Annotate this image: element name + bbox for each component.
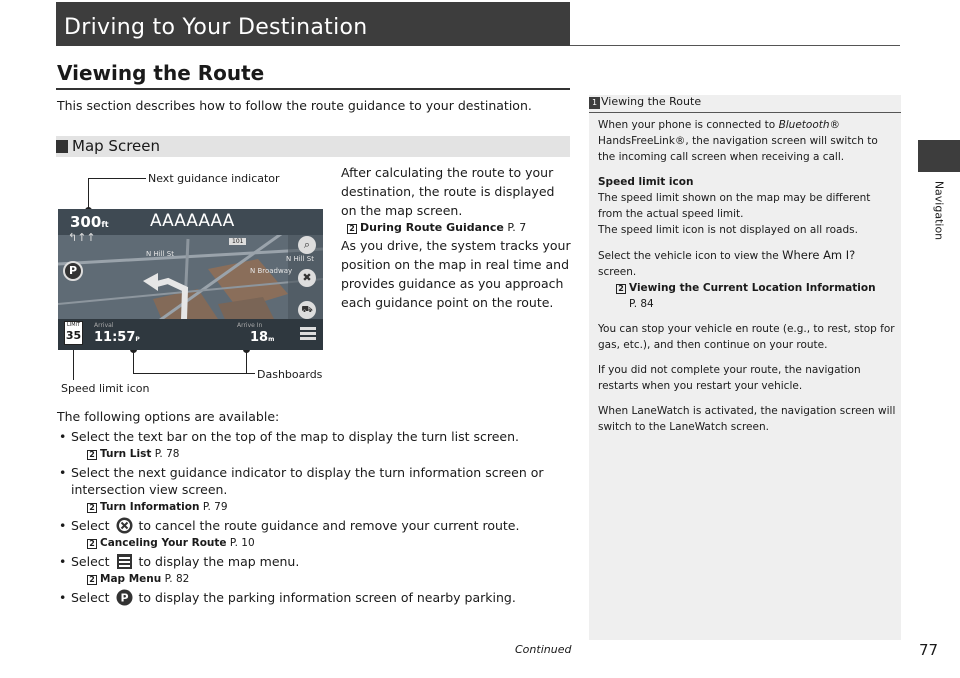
arrive-in-label: Arrive In <box>237 322 263 329</box>
note-number-badge: 1 <box>589 97 600 109</box>
list-item: • Select to cancel the route guidance and remove your current route. 2 Canceling Your Route P. 10 <box>57 517 567 551</box>
route-shield: 101 <box>229 238 246 245</box>
note-paragraph: When your phone is connected to Bluetooth® HandsFreeLink®, the navigation screen will switch to the incoming call screen when receiving a call. <box>598 119 878 163</box>
note-paragraph: If you did not complete your route, the navigation restarts when you restart your vehicle. <box>598 364 861 392</box>
parking-icon: P <box>63 261 83 281</box>
cross-reference-icon: 2 <box>616 284 626 294</box>
bullet-icon: • <box>59 554 67 569</box>
side-note <box>589 95 901 640</box>
note-subheading: Speed limit icon <box>598 176 694 188</box>
side-note-body <box>598 117 896 435</box>
cross-reference[interactable]: 2 During Route Guidance P. 7 <box>347 220 571 236</box>
chapter-title: Driving to Your Destination <box>64 15 368 40</box>
subheading: Map Screen <box>72 137 160 155</box>
chapter-tab-label: Navigation <box>932 180 946 241</box>
bullet-icon: • <box>59 518 67 533</box>
section-rule <box>56 88 570 90</box>
cross-reference-icon: 2 <box>87 539 97 549</box>
cancel-route-icon: ✖ <box>298 269 316 287</box>
callout-dashboards: Dashboards <box>257 368 323 381</box>
bullet-icon: • <box>59 429 67 444</box>
leader-line <box>73 345 74 380</box>
street-label: N Hill St <box>286 255 314 263</box>
arrive-in-value: 18m <box>250 330 275 345</box>
section-title: Viewing the Route <box>57 61 265 85</box>
note-paragraph: The speed limit shown on the map may be different from the actual speed limit. <box>598 192 871 220</box>
arrival-label: Arrival <box>94 322 114 329</box>
leader-line <box>133 373 255 374</box>
list-item: • Select the text bar on the top of the map to display the turn list screen. 2 Turn List P. 78 <box>57 428 567 462</box>
cross-reference[interactable]: 2 Turn Information P. 79 <box>87 500 567 515</box>
callout-speed-limit: Speed limit icon <box>61 382 150 395</box>
list-item: • Select to display the map menu. 2 Map Menu P. 82 <box>57 553 567 587</box>
cross-reference[interactable]: 2 Canceling Your Route P. 10 <box>87 536 567 551</box>
menu-icon <box>300 327 316 341</box>
next-guidance-distance: 300ft <box>70 213 109 231</box>
leader-line <box>88 178 146 179</box>
speed-limit-sign: LIMIT 35 <box>64 321 83 345</box>
paragraph: After calculating the route to your destination, the route is displayed on the map screen. <box>341 165 555 218</box>
cross-reference[interactable]: 2 Viewing the Current Location Information P. 84 <box>616 280 896 312</box>
note-paragraph: When LaneWatch is activated, the navigation screen will switch to the LaneWatch screen. <box>598 405 896 433</box>
cancel-route-icon <box>116 517 133 534</box>
callout-next-guidance: Next guidance indicator <box>148 172 280 185</box>
options-lead: The following options are available: <box>57 409 280 424</box>
cross-reference-icon: 2 <box>87 450 97 460</box>
cross-reference[interactable]: 2 Map Menu P. 82 <box>87 572 567 587</box>
note-paragraph: Select the vehicle icon to view the Where Am I? screen. <box>598 248 856 278</box>
menu-icon <box>116 553 133 570</box>
lane-arrows-icon: ↰↑↑ <box>68 231 96 244</box>
title-rule <box>570 45 900 46</box>
chapter-title-bar <box>56 2 570 46</box>
cross-reference-icon: 2 <box>347 224 357 234</box>
search-icon: ⌕ <box>298 236 316 254</box>
leader-line <box>88 178 89 210</box>
street-label: N Broadway <box>250 267 293 275</box>
list-item: • Select P to display the parking information screen of nearby parking. <box>59 590 516 605</box>
list-item: • Select the next guidance indicator to display the turn information screen or intersection view screen. 2 Turn Information P. 79 <box>57 464 567 515</box>
side-note-header <box>589 95 901 113</box>
cross-reference[interactable]: 2 Turn List P. 78 <box>87 447 567 462</box>
parking-icon <box>116 589 133 606</box>
bullet-icon: • <box>59 590 67 605</box>
bullet-icon: • <box>59 465 67 480</box>
chapter-tab <box>918 140 960 172</box>
street-name-bar: AAAAAAA <box>150 211 235 231</box>
side-note-title: Viewing the Route <box>601 95 702 108</box>
square-bullet-icon <box>56 140 68 153</box>
cross-reference-icon: 2 <box>87 503 97 513</box>
map-screen-illustration <box>58 209 323 350</box>
route-description <box>341 163 571 312</box>
traffic-icon: ⛟ <box>298 301 316 319</box>
subheading-bar <box>56 136 570 157</box>
note-paragraph: The speed limit icon is not displayed on all roads. <box>598 224 858 236</box>
svg-text:P: P <box>120 591 129 605</box>
continued-label: Continued <box>515 643 572 656</box>
options-list <box>57 408 567 606</box>
arrival-time: 11:57P <box>94 330 140 345</box>
page-number: 77 <box>919 641 939 659</box>
paragraph: As you drive, the system tracks your position on the map in real time and provides guidance as you approach each guidance point on the route. <box>341 238 571 310</box>
street-label: N Hill St <box>146 250 174 258</box>
cross-reference-icon: 2 <box>87 575 97 585</box>
intro-text: This section describes how to follow the route guidance to your destination. <box>57 98 532 113</box>
note-paragraph: You can stop your vehicle en route (e.g., to rest, stop for gas, etc.), and then continue on your route. <box>598 323 895 351</box>
